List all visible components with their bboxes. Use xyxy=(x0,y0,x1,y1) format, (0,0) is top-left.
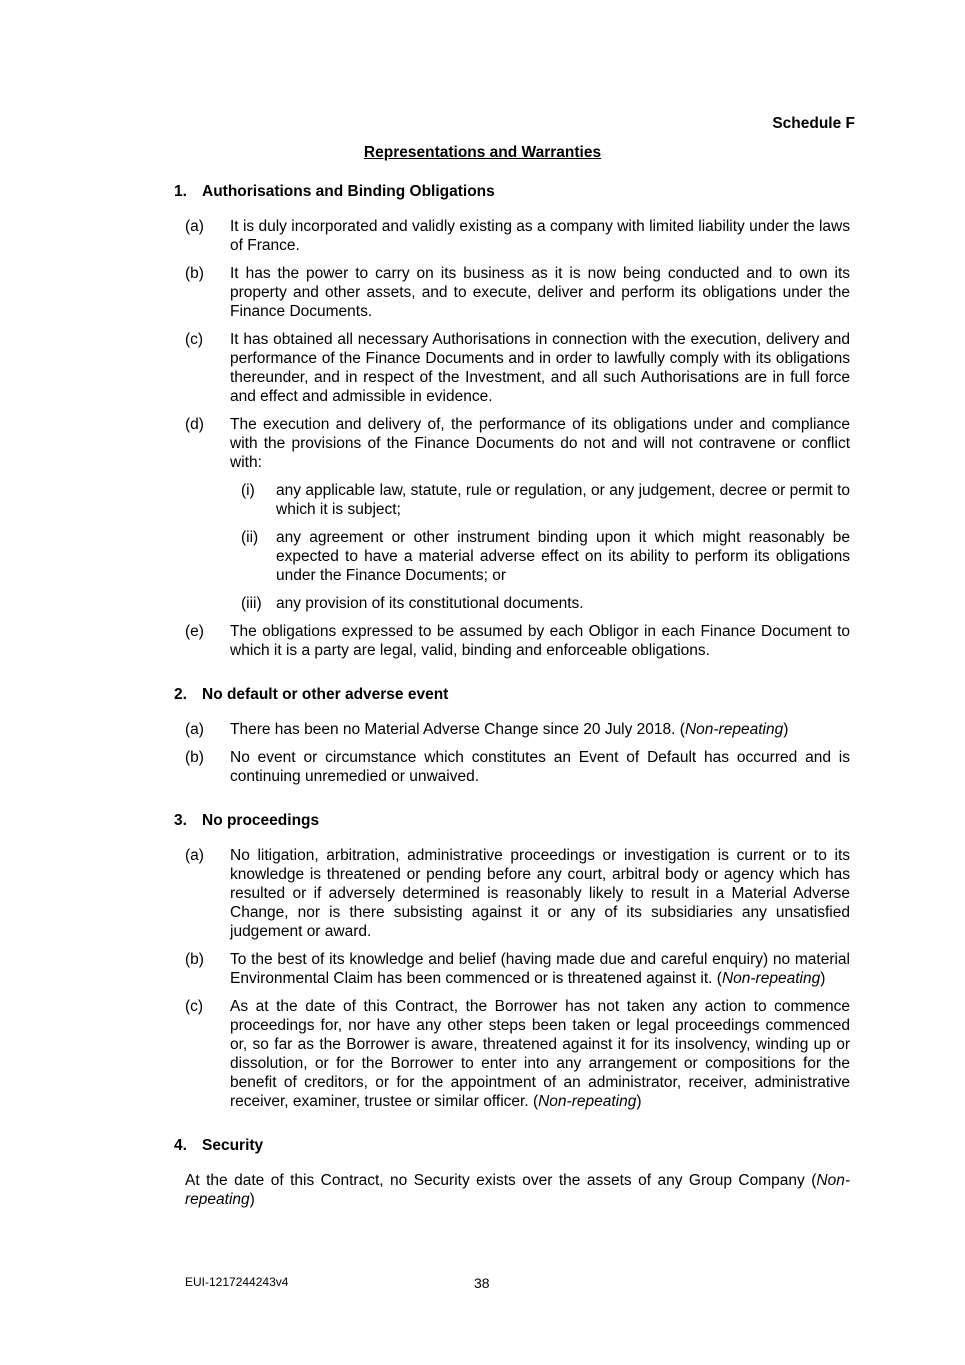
subclause xyxy=(230,528,850,585)
subclause xyxy=(230,594,850,613)
clause-text: No litigation, arbitration, administrative proceedings or investigation is current or to its knowledge is threatened or pending before any court, arbitral body or agency which has resulted or if adversely determined is reasonably likely to result in a Material Adverse Change, nor is there subsisting against it or any of its subsidiaries any unsatisfied judgement or award. xyxy=(230,847,850,940)
clause xyxy=(174,748,850,786)
section-number: 3. xyxy=(174,812,187,829)
page-number: 38 xyxy=(474,1275,490,1291)
clause-text: It is duly incorporated and validly existing as a company with limited liability under the laws of France. xyxy=(230,218,850,254)
clause-body xyxy=(230,415,850,613)
clause-label: (b) xyxy=(185,265,204,282)
subclause xyxy=(230,481,850,519)
clause-text: No event or circumstance which constitutes an Event of Default has occurred and is continuing unremedied or unwaived. xyxy=(230,749,850,785)
document-reference: EUI-1217244243v4 xyxy=(185,1275,289,1289)
schedule-label: Schedule F xyxy=(772,115,855,132)
section-title: No default or other adverse event xyxy=(202,686,449,703)
clause xyxy=(174,997,850,1111)
section-title: Authorisations and Binding Obligations xyxy=(202,183,495,200)
non-repeating-note: Non-repeating xyxy=(185,1172,850,1208)
section-title: No proceedings xyxy=(202,812,320,829)
clause xyxy=(174,330,850,406)
section-heading xyxy=(174,1136,850,1155)
section-paragraph: At the date of this Contract, no Security exists over the assets of any Group Company (Non-repeating) xyxy=(185,1172,850,1208)
clause-label: (c) xyxy=(185,998,204,1015)
section-number: 4. xyxy=(174,1137,187,1154)
clause-label: (a) xyxy=(185,218,204,235)
non-repeating-note: Non-repeating xyxy=(721,970,821,987)
section-heading xyxy=(174,182,850,201)
clause xyxy=(174,217,850,255)
clause-label: (b) xyxy=(185,749,204,766)
section-title: Security xyxy=(202,1137,264,1154)
clause-label: (e) xyxy=(185,623,204,640)
page-title: Representations and Warranties xyxy=(363,144,602,161)
clause xyxy=(174,846,850,941)
clause-label: (a) xyxy=(185,847,204,864)
clause-text: It has the power to carry on its business as it is now being conducted and to own its property and other assets, and to execute, deliver and perform its obligations under the Finance Documents. xyxy=(230,265,850,320)
clause xyxy=(174,720,850,739)
section-number: 2. xyxy=(174,686,187,703)
clause-label: (d) xyxy=(185,416,204,433)
subclause-label: (ii) xyxy=(241,529,259,546)
clause-text: To the best of its knowledge and belief (having made due and careful enquiry) no material Environmental Claim has been commenced or is threatened against it. (Non-repeating) xyxy=(230,951,850,987)
clause xyxy=(174,415,850,613)
section-heading xyxy=(174,811,850,830)
non-repeating-note: Non-repeating xyxy=(538,1093,637,1110)
clause xyxy=(174,264,850,321)
clause-text: The execution and delivery of, the performance of its obligations under and compliance with the provisions of the Finance Documents do not and will not contravene or conflict with: xyxy=(230,416,850,471)
document-body xyxy=(174,182,850,1209)
clause-label: (c) xyxy=(185,331,204,348)
clause xyxy=(174,950,850,988)
clause xyxy=(174,622,850,660)
clause-label: (b) xyxy=(185,951,204,968)
non-repeating-note: Non-repeating xyxy=(684,721,784,738)
section-heading xyxy=(174,685,850,704)
subclause-label: (i) xyxy=(241,482,255,499)
subclause-text: any provision of its constitutional documents. xyxy=(276,595,584,612)
clause-text: The obligations expressed to be assumed by each Obligor in each Finance Document to which it is a party are legal, valid, binding and enforceable obligations. xyxy=(230,623,850,659)
clause-text: There has been no Material Adverse Change since 20 July 2018. (Non-repeating) xyxy=(230,721,789,738)
subclause-text: any applicable law, statute, rule or regulation, or any judgement, decree or permit to which it is subject; xyxy=(276,482,850,518)
clause-text: As at the date of this Contract, the Borrower has not taken any action to commence proceedings for, nor have any other steps been taken or legal proceedings commenced or, so far as the Borrower is aware, threatened against it for its insolvency, winding up or dissolution, or for the Borrower to enter into any arrangement or compositions for the benefit of creditors, or for the appointment of an administrator, receiver, administrative receiver, examiner, trustee or similar officer. (Non-repeating) xyxy=(230,998,850,1110)
subclause-text: any agreement or other instrument binding upon it which might reasonably be expected to have a material adverse effect on its ability to perform its obligations under the Finance Documents; or xyxy=(276,529,850,584)
subclause-label: (iii) xyxy=(241,595,262,612)
section-number: 1. xyxy=(174,183,187,200)
clause-label: (a) xyxy=(185,721,204,738)
clause-text: It has obtained all necessary Authorisations in connection with the execution, delivery and performance of the Finance Documents and in order to lawfully comply with its obligations thereunder, and in respect of the Investment, and all such Authorisations are in full force and effect and admissible in evidence. xyxy=(230,331,850,405)
